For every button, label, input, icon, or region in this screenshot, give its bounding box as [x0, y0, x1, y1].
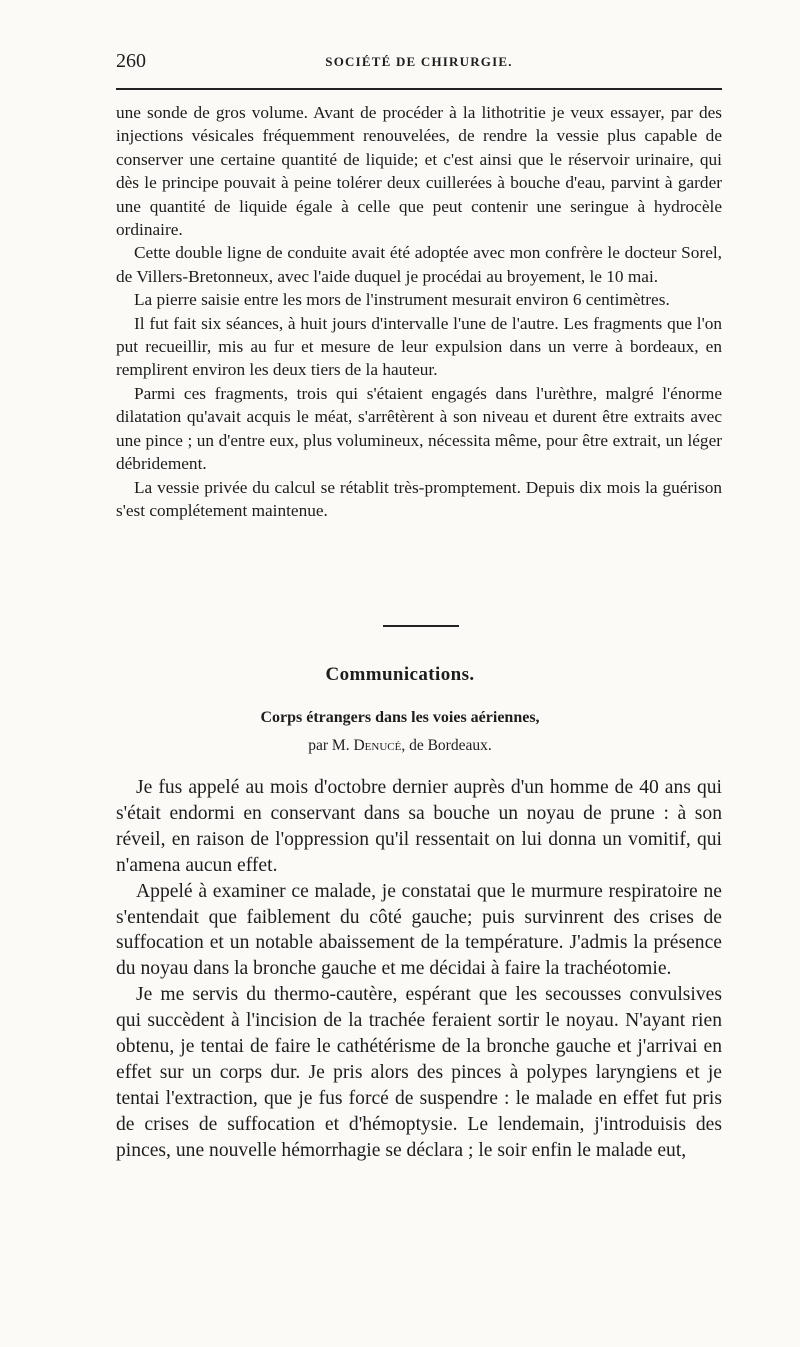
article-body [116, 775, 722, 1164]
byline-prefix: par M. [308, 737, 350, 754]
previous-article-text [116, 101, 722, 522]
page-header [116, 50, 722, 74]
paragraph: Je me servis du thermo-cautère, espérant que les secousses convulsives qui succèdent à l'incision de la trachée feraient sortir le noyau. N'ayant rien obtenu, je tentai de faire le cathétérisme de la bronche gauche et j'arrivai en effet sur un corps dur. Je pris alors des pinces à polypes laryngiens et je tentai l'extraction, que je fus forcé de suspendre : le malade en effet fut pris de crises de suffocation et d'hémoptysie. Le lendemain, j'introduisis des pinces, une nouvelle hémorrhagie se déclara ; le soir enfin le malade eut, [116, 984, 722, 1161]
paragraph: Il fut fait six séances, à huit jours d'intervalle l'une de l'autre. Les fragments que l'on put recueillir, mis au fur et mesure de leur expulsion dans un verre à bordeaux, en remplirent environ les deux tiers de la hauteur. [116, 313, 722, 380]
byline-suffix: , de Bordeaux. [401, 737, 492, 754]
header-rule [116, 88, 722, 90]
page-number: 260 [116, 50, 146, 72]
paragraph: La pierre saisie entre les mors de l'instrument mesurait environ 6 centimètres. [134, 290, 670, 310]
byline-author: Denucé [353, 737, 402, 754]
paragraph: Je fus appelé au mois d'octobre dernier auprès d'un homme de 40 ans qui s'était endormi en conservant dans sa bouche un noyau de prune : à son réveil, en raison de l'oppression qu'il ressentait on lui donna un vomitif, qui n'amena aucun effet. [116, 777, 722, 876]
section-title: Communications. [325, 664, 475, 685]
running-title: SOCIÉTÉ DE CHIRURGIE. [325, 54, 513, 69]
paragraph: Appelé à examiner ce malade, je constatai que le murmure respiratoire ne s'entendait que faiblement du côté gauche; puis survinrent des crises de suffocation et un notable abaissement de la température. J'admis la présence du noyau dans la bronche gauche et me décidai à faire la trachéotomie. [116, 880, 722, 980]
byline [0, 737, 800, 755]
paragraph: La vessie privée du calcul se rétablit très-promptement. Depuis dix mois la guérison s'est complétement maintenue. [116, 477, 722, 520]
section-separator [383, 625, 459, 627]
article-title: Corps étrangers dans les voies aériennes, [260, 709, 540, 726]
paragraph: Parmi ces fragments, trois qui s'étaient engagés dans l'urèthre, malgré l'énorme dilatation qu'avait acquis le méat, s'arrêtèrent à son niveau et durent être extraits avec une pince ; un d'entre eux, plus volumineux, nécessita même, pour être extrait, un léger débridement. [116, 383, 722, 474]
paragraph: une sonde de gros volume. Avant de procéder à la lithotritie je veux essayer, par des injections vésicales fréquemment renouvelées, de rendre la vessie plus capable de conserver une certaine quantité de liquide; et c'est ainsi que le réservoir urinaire, qui dès le principe pouvait à peine tolérer deux cuillerées à bouche d'eau, parvint à garder une quantité de liquide égale à celle que peut contenir une seringue à hydrocèle ordinaire. [116, 103, 722, 240]
paragraph: Cette double ligne de conduite avait été adoptée avec mon confrère le docteur Sorel, de Villers-Bretonneux, avec l'aide duquel je procédai au broyement, le 10 mai. [116, 243, 722, 286]
